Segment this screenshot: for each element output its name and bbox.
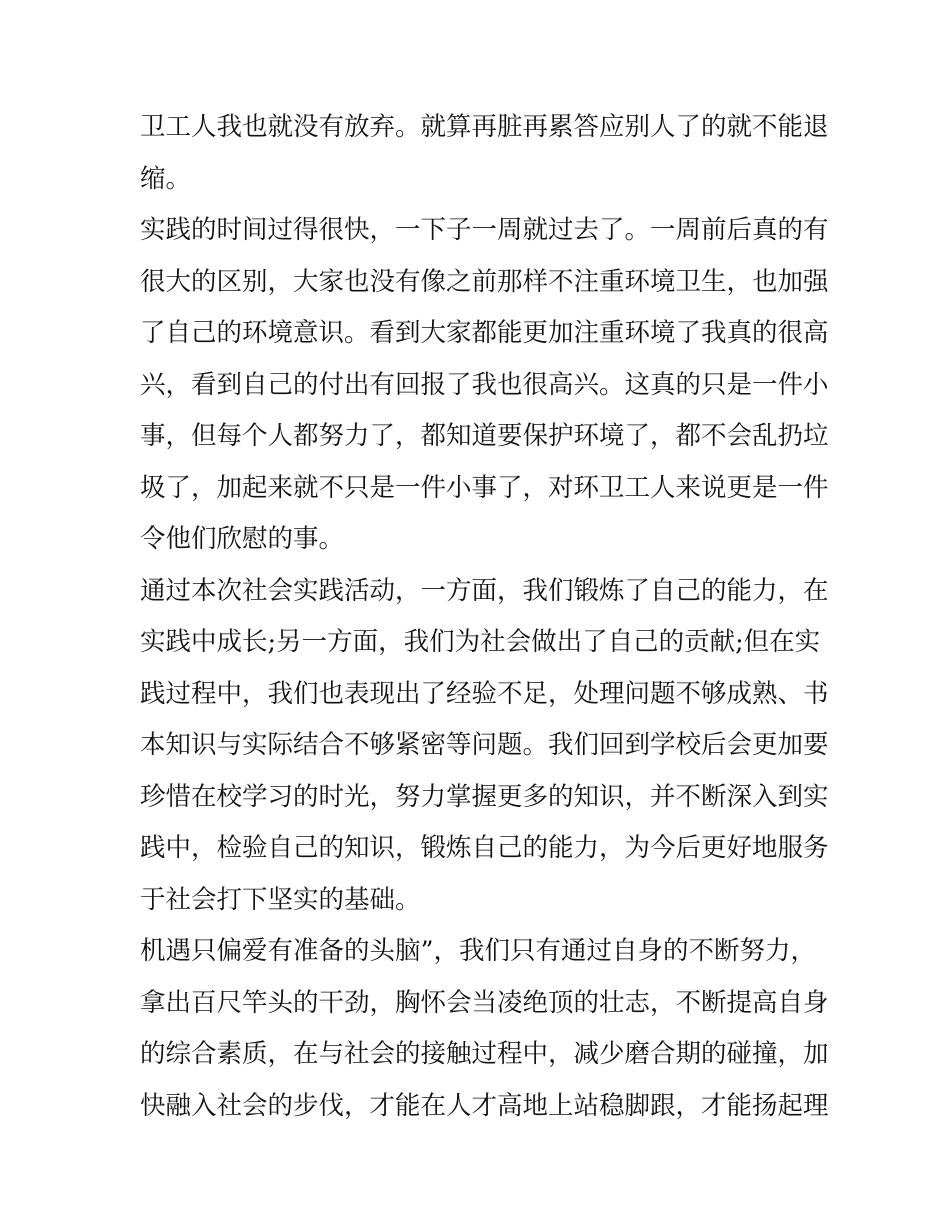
- text-line: 了自己的环境意识。看到大家都能更加注重环境了我真的很高: [140, 318, 829, 348]
- text-line: 兴，看到自己的付出有回报了我也很高兴。这真的只是一件小: [140, 369, 829, 400]
- text-line: 的综合素质，在与社会的接触过程中，减少磨合期的碰撞，加: [140, 1039, 829, 1069]
- text-line: 快融入社会的步伐，才能在人才高地上站稳脚跟，才能扬起理: [140, 1090, 829, 1121]
- text-line: 于社会打下坚实的基础。: [140, 884, 421, 915]
- text-line: 缩。: [140, 163, 192, 194]
- text-line: 事，但每个人都努力了，都知道要保护环境了，都不会乱扔垃: [140, 421, 829, 451]
- text-line: 珍惜在校学习的时光，努力掌握更多的知识，并不断深入到实: [140, 781, 829, 812]
- text-line: 拿出百尺竿头的干劲，胸怀会当凌绝顶的壮志，不断提高自身: [140, 987, 829, 1018]
- text-line: 践过程中，我们也表现出了经验不足，处理问题不够成熟、书: [140, 678, 829, 709]
- text-line: 本知识与实际结合不够紧密等问题。我们回到学校后会更加要: [140, 730, 829, 760]
- text-line: 实践中成长;另一方面，我们为社会做出了自己的贡献;但在实: [140, 627, 821, 657]
- text-line: 通过本次社会实践活动，一方面，我们锻炼了自己的能力，在: [140, 575, 829, 606]
- text-line: 很大的区别，大家也没有像之前那样不注重环境卫生，也加强: [140, 266, 829, 297]
- text-line: 圾了，加起来就不只是一件小事了，对环卫工人来说更是一件: [140, 472, 829, 503]
- text-line: 实践的时间过得很快，一下子一周就过去了。一周前后真的有: [140, 215, 829, 245]
- text-line: 令他们欣慰的事。: [140, 524, 345, 554]
- text-line: 卫工人我也就没有放弃。就算再脏再累答应别人了的就不能退: [140, 112, 829, 142]
- document-body: [140, 102, 829, 1132]
- text-line: 践中，检验自己的知识，锻炼自己的能力，为今后更好地服务: [140, 833, 829, 863]
- text-line: 机遇只偏爱有准备的头脑”，我们只有通过自身的不断努力，: [140, 936, 817, 966]
